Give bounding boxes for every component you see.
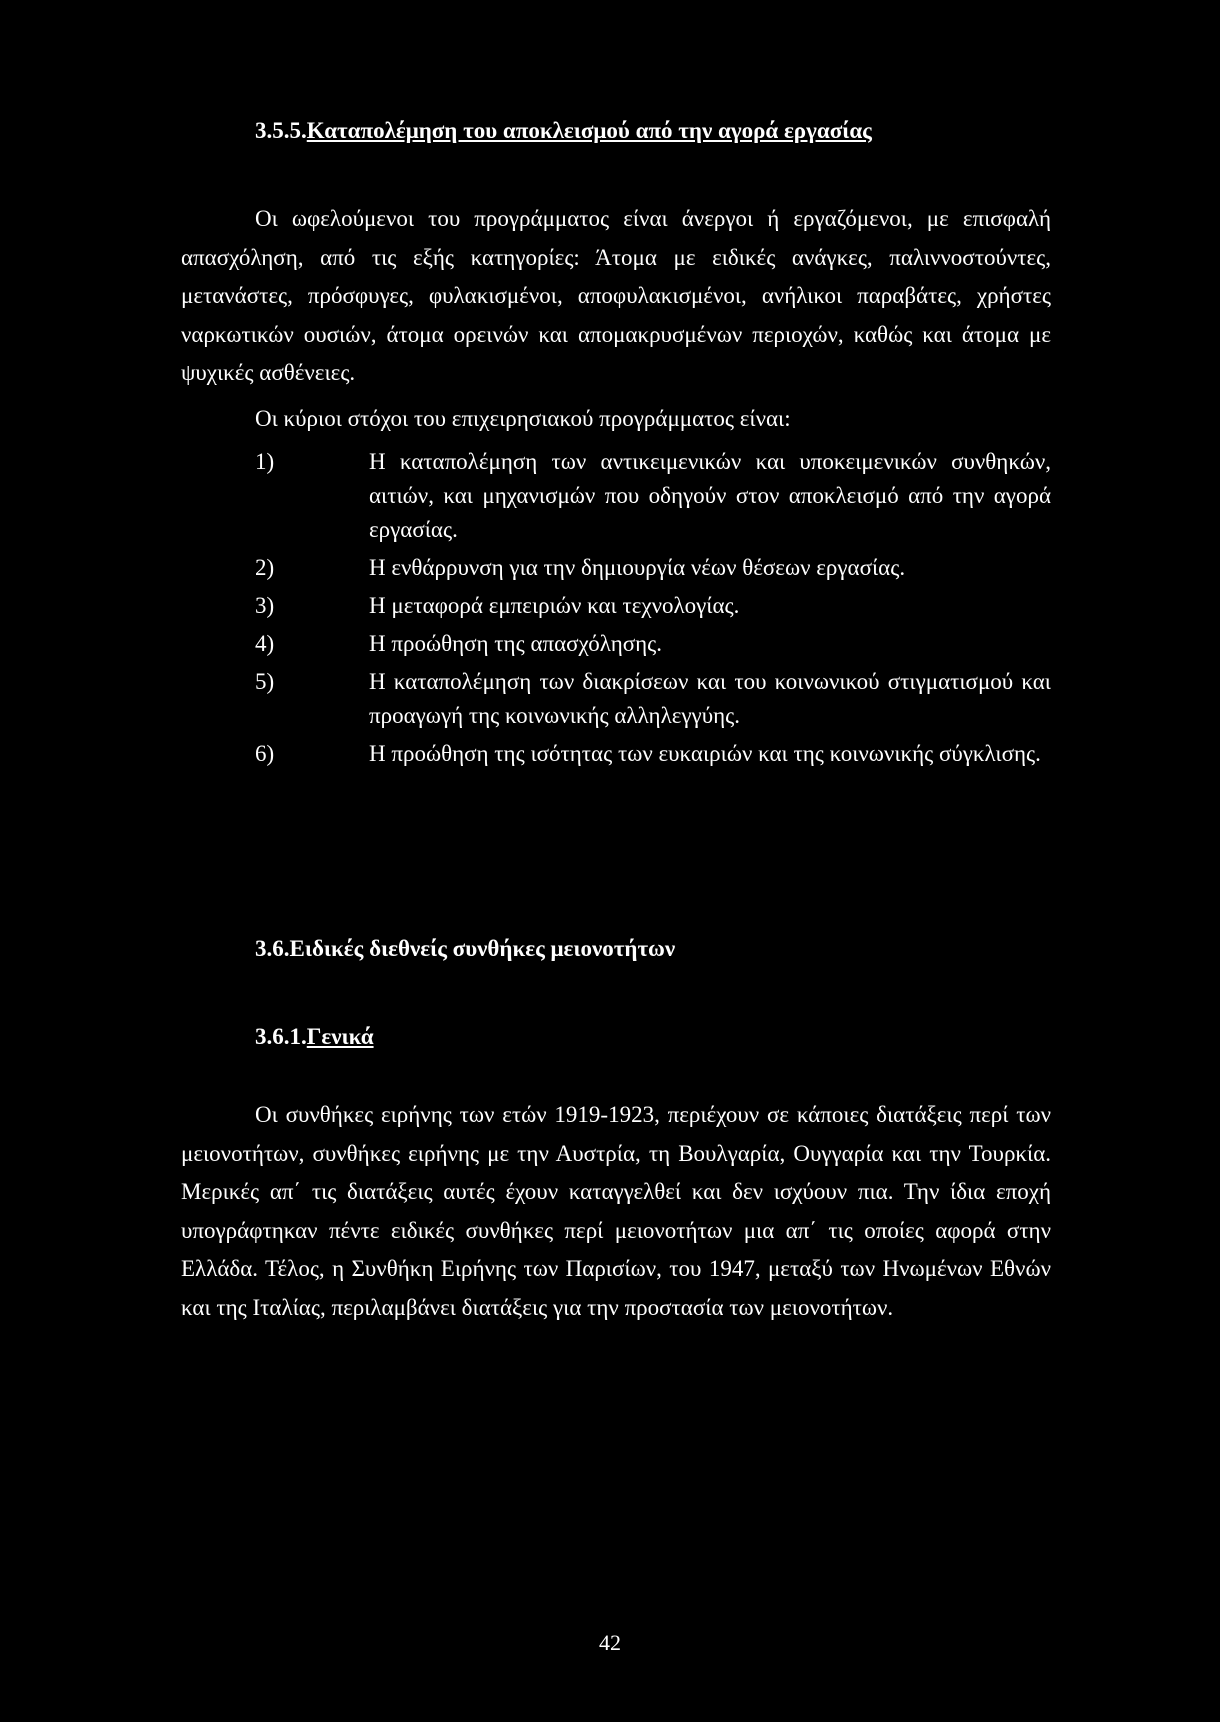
goal-text: Η καταπολέμηση των διακρίσεων και του κοινωνικού στιγματισμού και προαγωγή της κοινωνικής αλληλεγγύης. — [369, 669, 1051, 728]
goal-item — [0, 737, 1220, 771]
goal-item — [0, 551, 1220, 585]
goal-text: Η προώθηση της απασχόλησης. — [369, 631, 663, 656]
section-number: 3.6. — [255, 936, 290, 961]
goal-number: 3) — [255, 593, 275, 618]
goal-item — [0, 627, 1220, 661]
goal-number: 4) — [255, 631, 275, 656]
section-title: Γενικά — [306, 1024, 374, 1049]
general-paragraph-text: Οι συνθήκες ειρήνης των ετών 1919-1923, περιέχουν σε κάποιες διατάξεις περί των μειονοτήτων, συνθήκες ειρήνης με την Αυστρία, τη Βουλγαρία, Ουγγαρία και την Τουρκία. Μερικές απ΄ τις διατάξεις αυτές έχουν καταγγελθεί και δεν ισχύουν πια. Την ίδια εποχή υπογράφτηκαν πέντε ειδικές συνθήκες περί μειονοτήτων μια απ΄ τις οποίες αφορά στην Ελλάδα. Τέλος, η Συνθήκη Ειρήνης των Παρισίων, του 1947, μεταξύ των Ηνωμένων Εθνών και της Ιταλίας, περιλαμβάνει διατάξεις για την προστασία των μειονοτήτων. — [181, 1102, 1051, 1320]
goals-list — [0, 445, 1220, 771]
goal-item — [0, 445, 1220, 547]
goal-text: Η καταπολέμηση των αντικειμενικών και υποκειμενικών συνθηκών, αιτιών, και μηχανισμών που οδηγούν στον αποκλεισμό από την αγορά εργασίας. — [369, 449, 1051, 542]
goal-text: Η μεταφορά εμπειριών και τεχνολογίας. — [369, 593, 740, 618]
section-heading-3-6 — [255, 936, 675, 962]
goal-number: 1) — [255, 449, 275, 474]
goal-item — [0, 589, 1220, 623]
section-heading-3-5-5 — [255, 118, 872, 144]
goals-intro: Οι κύριοι στόχοι του επιχειρησιακού προγράμματος είναι: — [255, 406, 791, 431]
general-paragraph — [181, 1096, 1051, 1327]
goal-text: Η ενθάρρυνση για την δημιουργία νέων θέσεων εργασίας. — [369, 555, 906, 580]
goal-number: 6) — [255, 741, 275, 766]
page-number: 42 — [599, 1630, 621, 1655]
goal-text: Η προώθηση της ισότητας των ευκαιριών και της κοινωνικής σύγκλισης. — [369, 741, 1041, 766]
goal-number: 2) — [255, 555, 275, 580]
section-number: 3.5.5. — [255, 118, 307, 143]
intro-paragraph-text: Οι ωφελούμενοι του προγράμματος είναι άνεργοι ή εργαζόμενοι, με επισφαλή απασχόληση, από τις εξής κατηγορίες: Άτομα με ειδικές ανάγκες, παλιννοστούντες, μετανάστες, πρόσφυγες, φυλακισμένοι, αποφυλακισμένοι, ανήλικοι παραβάτες, χρήστες ναρκωτικών ουσιών, άτομα ορεινών και απομακρυσμένων περιοχών, καθώς και άτομα με ψυχικές ασθένειες. — [181, 206, 1051, 385]
intro-paragraph — [181, 200, 1051, 393]
section-title: Καταπολέμηση του αποκλεισμού από την αγορά εργασίας — [306, 118, 872, 143]
section-heading-3-6-1 — [255, 1024, 374, 1050]
section-number: 3.6.1. — [255, 1024, 307, 1049]
section-title: Ειδικές διεθνείς συνθήκες μειονοτήτων — [289, 936, 676, 961]
goal-item — [0, 665, 1220, 733]
goal-number: 5) — [255, 669, 275, 694]
